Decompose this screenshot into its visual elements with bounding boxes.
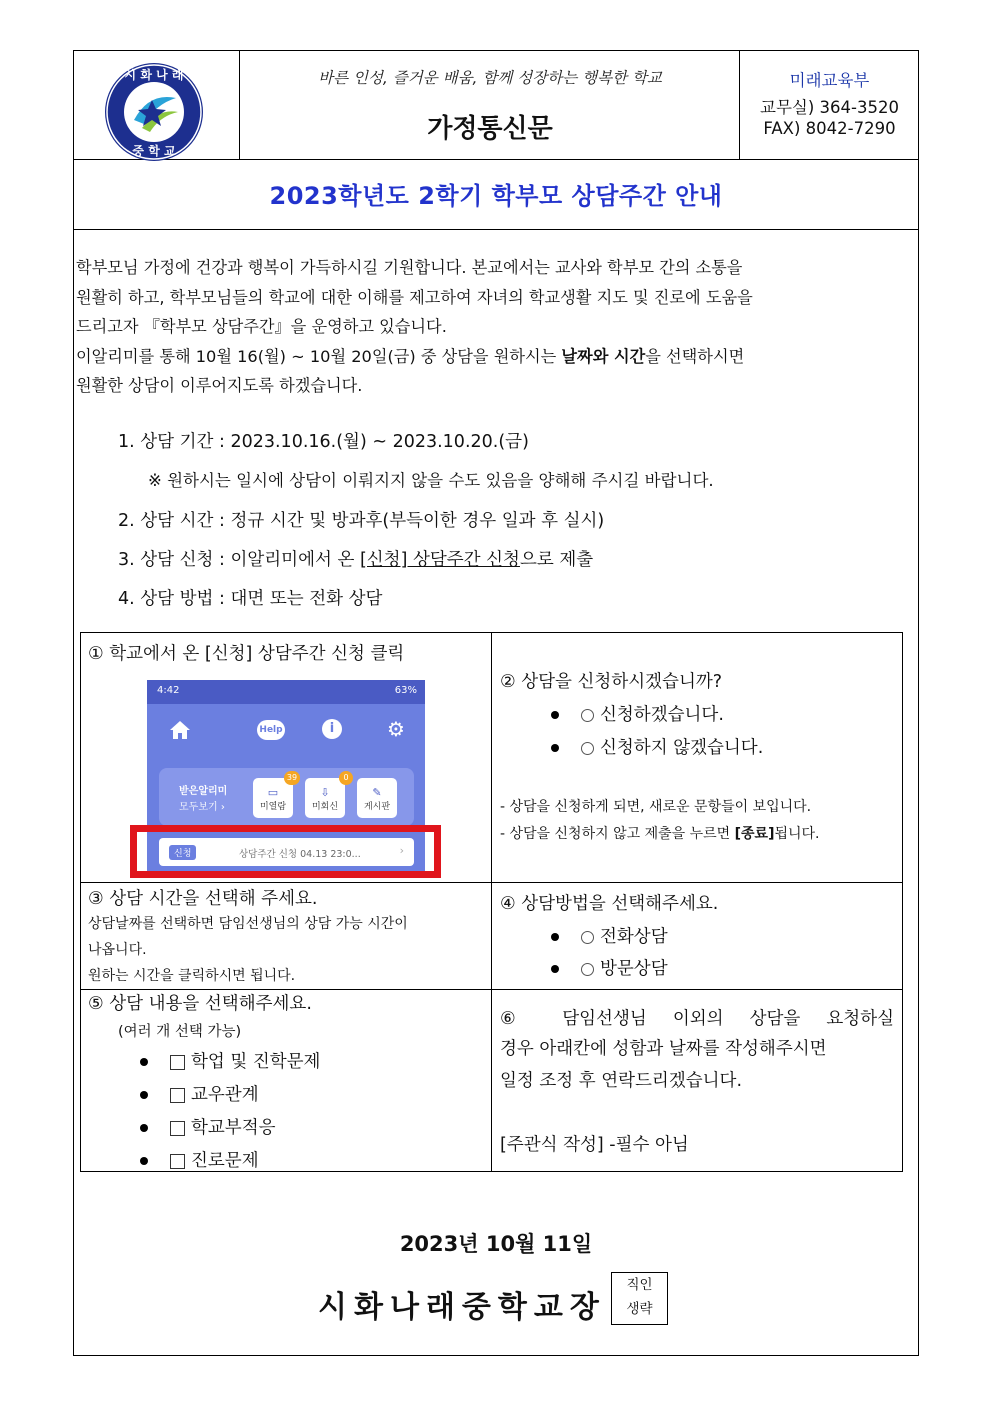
- status-battery: 63%: [394, 685, 417, 696]
- bullet-icon: [551, 744, 559, 752]
- option-friends[interactable]: [140, 1081, 259, 1106]
- highlight-box: [130, 825, 441, 878]
- inbox-icon: ▭: [267, 786, 279, 799]
- gear-icon[interactable]: ⚙: [387, 717, 405, 741]
- cell3-desc: 나옵니다.: [88, 942, 147, 958]
- seal-text: 생략: [626, 1301, 653, 1317]
- checkbox-icon[interactable]: [170, 1088, 185, 1103]
- board-label: 게시판: [363, 802, 391, 812]
- unreplied-badge: 0: [339, 771, 353, 785]
- checkbox-icon[interactable]: [170, 1121, 185, 1136]
- option-label: 진로문제: [191, 1151, 259, 1171]
- intro-line: 학부모님 가정에 건강과 행복이 가득하시길 기원합니다. 본교에서는 교사와 학부모 간의 소통을: [76, 258, 743, 277]
- cell6-line: 일정 조정 후 연락드리겠습니다.: [500, 1071, 743, 1091]
- cell6-line: [주관식 작성] -필수 아님: [500, 1135, 689, 1155]
- intro-line: [76, 342, 916, 372]
- cell2-title: ② 상담을 신청하시겠습니까?: [500, 672, 723, 692]
- edit-icon: ✎: [372, 786, 382, 799]
- cell6-line: 경우 아래칸에 성함과 날짜를 작성해주시면: [500, 1039, 827, 1059]
- status-bar: [147, 680, 425, 704]
- radio-icon[interactable]: [581, 931, 594, 944]
- intro-line: 원활한 상담이 이루어지도록 하겠습니다.: [76, 376, 363, 395]
- bullet-icon: [140, 1157, 148, 1165]
- cell3-desc: 상담날짜를 선택하면 담임선생님의 상담 가능 시간이: [88, 916, 408, 932]
- item-time: 2. 상담 시간 : 정규 시간 및 방과후(부득이한 경우 일과 후 실시): [118, 511, 605, 531]
- option-apply[interactable]: [551, 701, 724, 726]
- info-icon[interactable]: i: [322, 719, 342, 739]
- option-decline[interactable]: [551, 734, 763, 759]
- department: 미래교육부: [789, 71, 870, 90]
- option-phone[interactable]: [551, 923, 668, 948]
- status-time: 4:42: [157, 685, 180, 696]
- cell2-note: [500, 822, 820, 847]
- intro-line: 원활히 하고, 학부모님들의 학교에 대한 이해를 제고하여 자녀의 학교생활 지도 및 진로에 도움을: [76, 288, 753, 307]
- table-divider: [80, 882, 903, 883]
- school-logo: [104, 62, 204, 162]
- download-icon: ⇩: [320, 786, 330, 799]
- option-visit[interactable]: [551, 955, 668, 980]
- item-apply: [118, 546, 593, 571]
- svg-text:시 화 나 래: 시 화 나 래: [124, 68, 184, 82]
- option-label: 교우관계: [191, 1085, 259, 1105]
- note-text: 됩니다.: [774, 826, 820, 842]
- intro-emphasis: 날짜와 시간: [561, 347, 646, 366]
- cell2-note: - 상담을 신청하게 되면, 새로운 문항들이 보입니다.: [500, 799, 812, 815]
- item-method: 4. 상담 방법 : 대면 또는 전화 상담: [118, 589, 383, 609]
- intro-line: 드리고자 『학부모 상담주간』을 운영하고 있습니다.: [76, 317, 447, 336]
- option-label: 신청하겠습니다.: [600, 705, 724, 725]
- unreplied-button[interactable]: [305, 778, 345, 818]
- intro-text: 이알리미를 통해 10월 16(월) ~ 10월 20일(금) 중 상담을 원하시는: [76, 347, 562, 366]
- unreplied-label: 미회신: [311, 802, 339, 812]
- radio-icon[interactable]: [581, 963, 594, 976]
- item-note: ※ 원하시는 일시에 상담이 이뤄지지 않을 수도 있음을 양해해 주시길 바랍니다.: [148, 471, 714, 490]
- note-text: - 상담을 신청하지 않고 제출을 누르면: [500, 826, 735, 842]
- checkbox-icon[interactable]: [170, 1055, 185, 1070]
- item-text: 으로 제출: [519, 550, 594, 570]
- issue-date: 2023년 10월 11일: [399, 1232, 593, 1256]
- option-label: 신청하지 않겠습니다.: [600, 738, 764, 758]
- cell3-title: ③ 상담 시간을 선택해 주세요.: [88, 889, 318, 909]
- notice-text: 상담주간 신청 04.13 23:0...: [239, 849, 361, 860]
- card-label: 받은알리미: [179, 786, 228, 797]
- cell3-desc: 원하는 시간을 클릭하시면 됩니다.: [88, 968, 296, 984]
- item-period: 1. 상담 기간 : 2023.10.16.(월) ~ 2023.10.20.(금): [118, 432, 529, 452]
- intro-text: 을 선택하시면: [645, 347, 745, 366]
- bullet-icon: [140, 1124, 148, 1132]
- item-text: 3. 상담 신청 : 이알리미에서 온: [118, 550, 360, 570]
- option-adjustment[interactable]: [140, 1114, 276, 1139]
- principal-name: 시화나래중학교장: [318, 1290, 606, 1325]
- checkbox-icon[interactable]: [170, 1154, 185, 1169]
- unread-badge: 39: [284, 771, 300, 785]
- radio-icon[interactable]: [581, 742, 594, 755]
- chevron-right-icon: ›: [399, 844, 404, 857]
- option-academic[interactable]: [140, 1048, 320, 1073]
- received-card: [159, 768, 414, 826]
- bullet-icon: [140, 1091, 148, 1099]
- option-label: 학교부적응: [191, 1118, 276, 1138]
- bullet-icon: [551, 933, 559, 941]
- fax-number: FAX) 8042-7290: [763, 119, 896, 138]
- cell5-title: ⑤ 상담 내용을 선택해주세요.: [88, 994, 312, 1014]
- page-title: 2023학년도 2학기 학부모 상담주간 안내: [269, 182, 723, 210]
- home-icon[interactable]: [169, 720, 191, 740]
- note-emphasis: [종료]: [734, 826, 775, 842]
- school-motto: 바른 인성, 즐거운 배움, 함께 성장하는 행복한 학교: [318, 69, 662, 87]
- unread-label: 미열람: [259, 802, 287, 812]
- document-type: 가정통신문: [427, 114, 553, 144]
- option-label: 전화상담: [600, 927, 668, 947]
- bullet-icon: [551, 711, 559, 719]
- option-career[interactable]: [140, 1147, 259, 1172]
- apply-link-text: [신청] 상담주간 신청: [359, 550, 520, 570]
- svg-text:중 학 교: 중 학 교: [132, 144, 176, 158]
- radio-icon[interactable]: [581, 709, 594, 722]
- option-label: 학업 및 진학문제: [191, 1052, 321, 1072]
- office-phone: 교무실) 364-3520: [760, 98, 899, 117]
- seal-box: [611, 1272, 668, 1325]
- cell1-title: ① 학교에서 온 [신청] 상담주간 신청 클릭: [88, 644, 405, 664]
- bullet-icon: [551, 965, 559, 973]
- option-label: 방문상담: [600, 959, 668, 979]
- cell5-sub: (여러 개 선택 가능): [118, 1024, 242, 1040]
- cell4-title: ④ 상담방법을 선택해주세요.: [500, 894, 719, 914]
- apply-tag: 신청: [169, 845, 196, 860]
- seal-text: 직인: [626, 1277, 653, 1293]
- view-all-link[interactable]: 모두보기 ›: [179, 802, 225, 813]
- table-divider: [491, 632, 492, 1172]
- cell6-line: ⑥ 담임선생님 이외의 상담을 요청하실: [500, 1009, 894, 1029]
- bullet-icon: [140, 1058, 148, 1066]
- help-icon[interactable]: Help: [257, 720, 285, 740]
- board-button[interactable]: [357, 778, 397, 818]
